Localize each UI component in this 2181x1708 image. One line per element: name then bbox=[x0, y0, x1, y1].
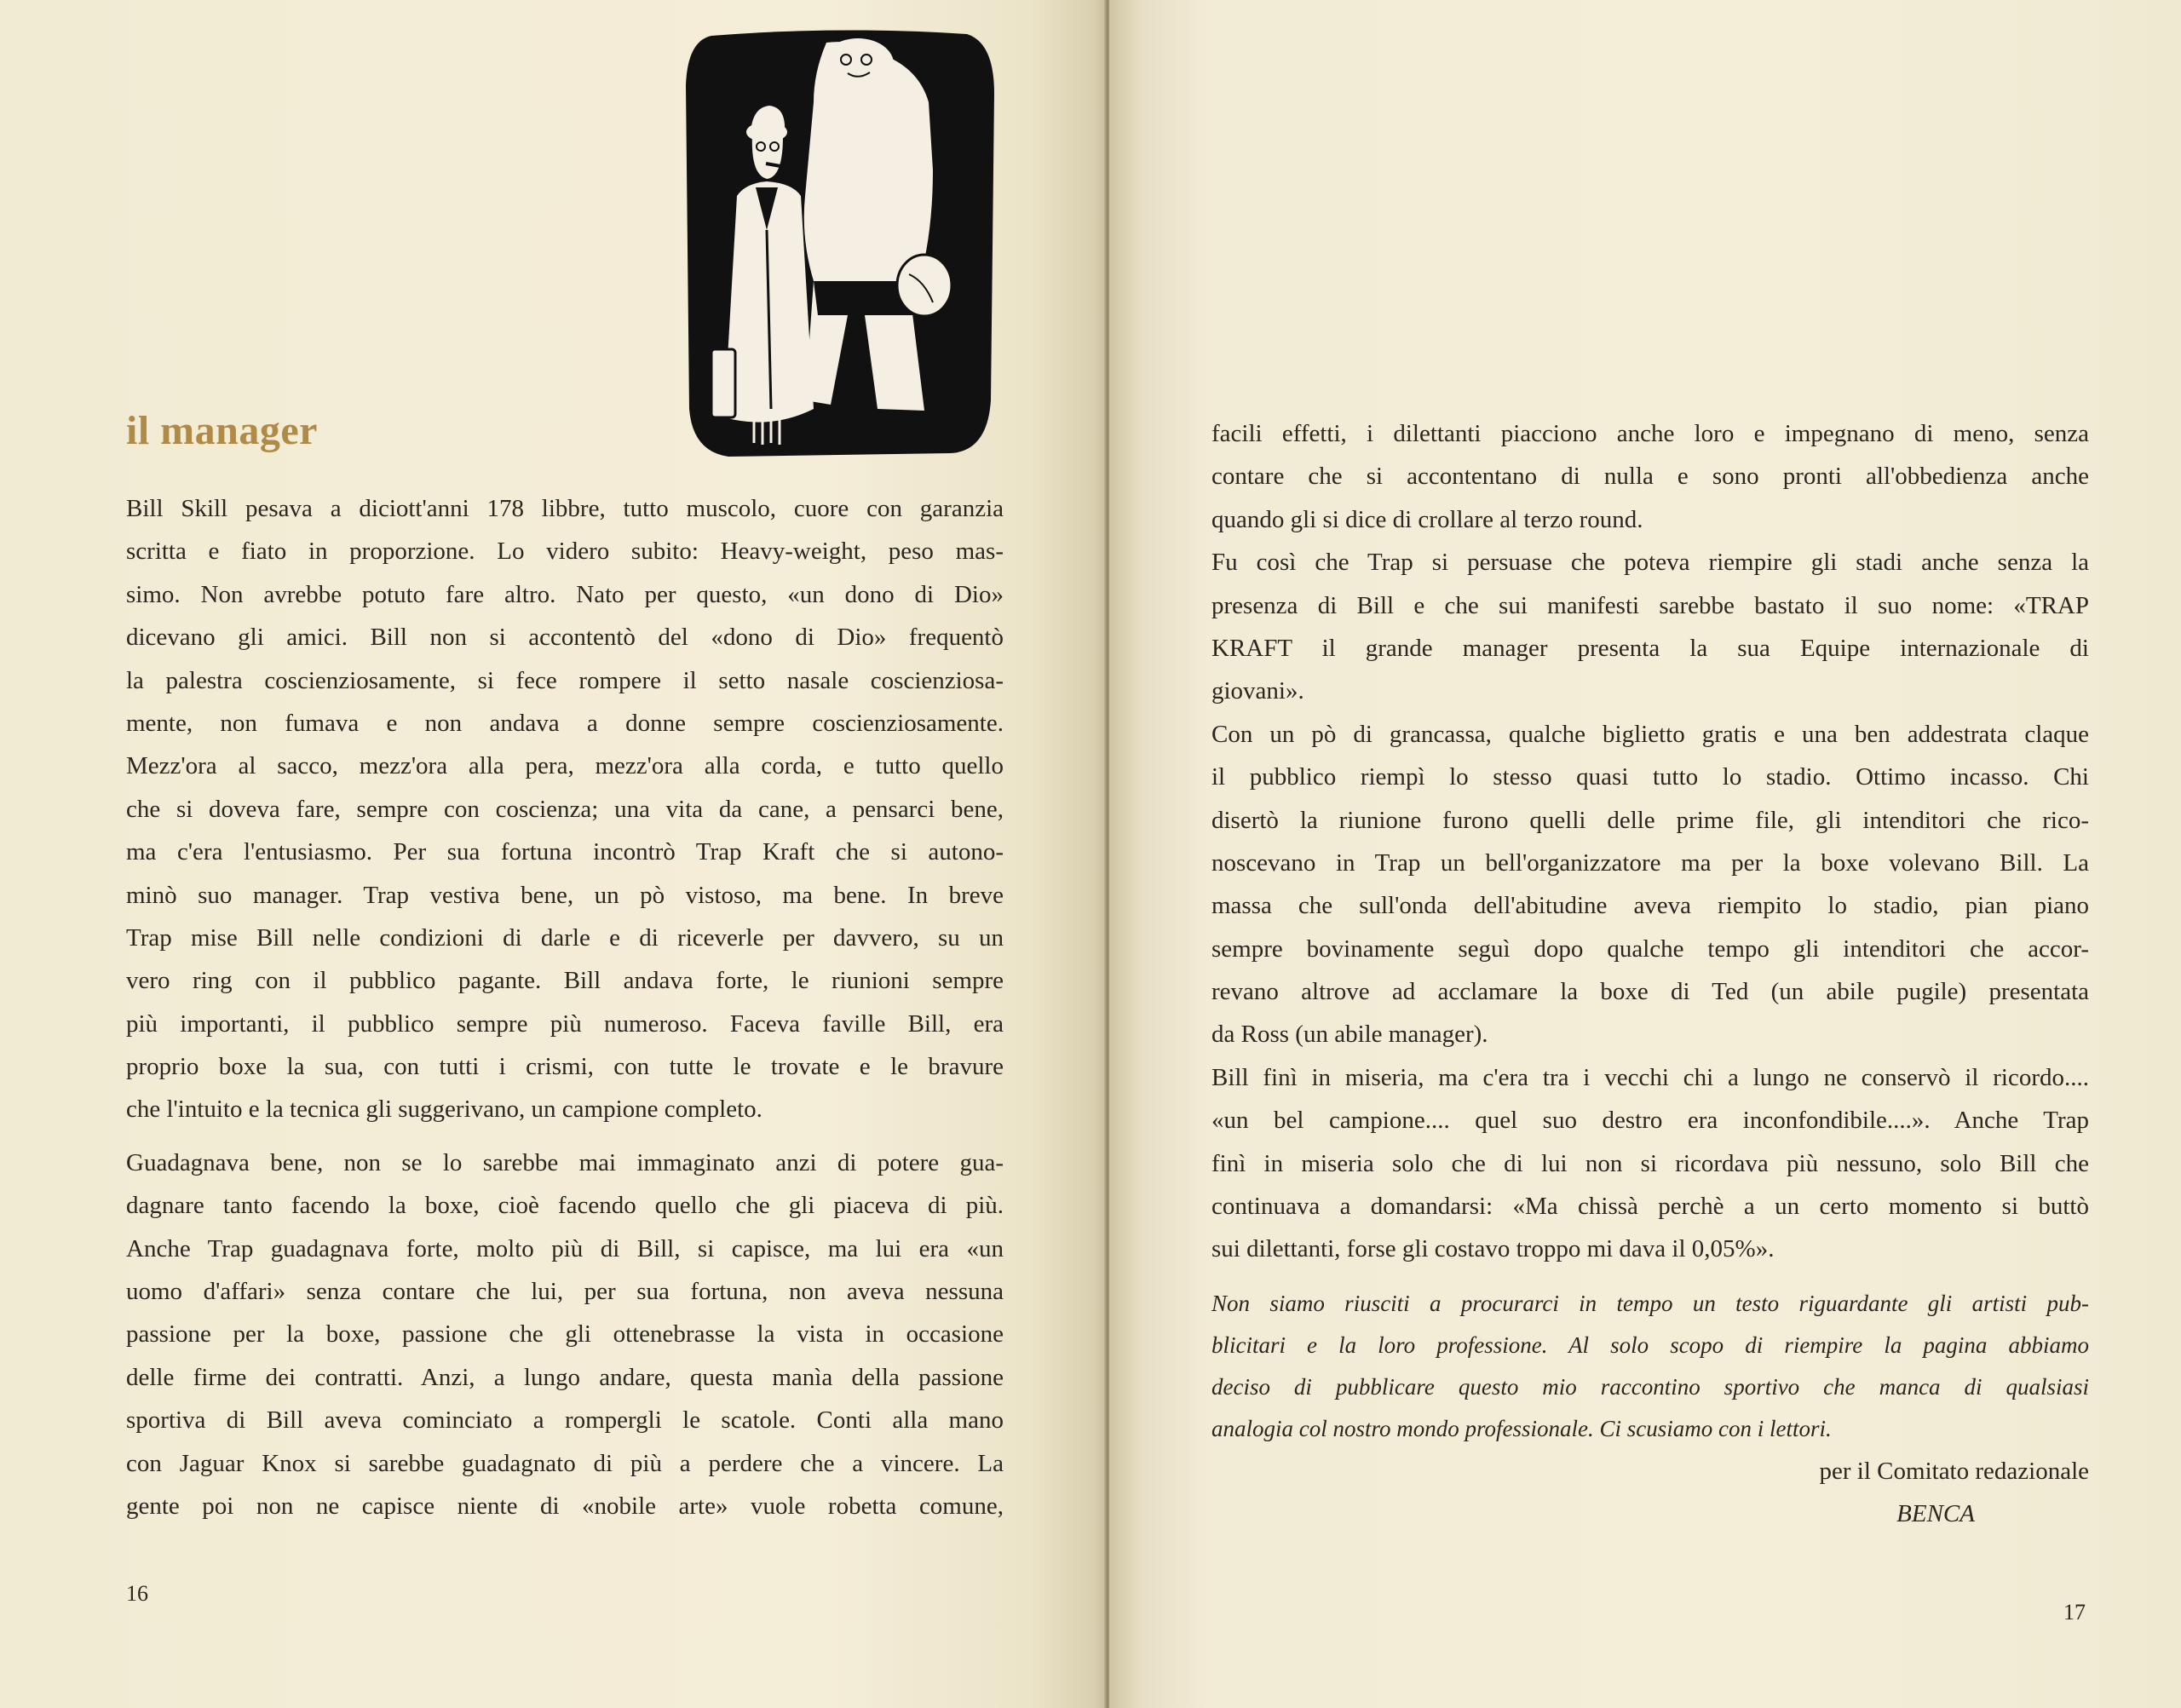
text-line: analogia col nostro mondo professionale. Ci scusiamo con i lettori. bbox=[1211, 1415, 1832, 1441]
text-line: Con un pò di grancassa, qualche biglietto gratis e una ben addestrata claque bbox=[1211, 720, 2089, 748]
text-line: con Jaguar Knox si sarebbe guadagnato di più a perdere che a vincere. La bbox=[126, 1449, 1004, 1477]
text-line: più importanti, il pubblico sempre più numeroso. Faceva faville Bill, era bbox=[126, 1009, 1004, 1038]
text-line: contare che si accontentano di nulla e sono pronti all'obbedienza anche bbox=[1211, 463, 2089, 491]
text-line: che l'intuito e la tecnica gli suggerivano, un campione completo. bbox=[126, 1096, 762, 1124]
text-line: passione per la boxe, passione che gli ottenebrasse la vista in occasione bbox=[126, 1320, 1004, 1349]
manager-boxer-illustration bbox=[677, 26, 1001, 460]
text-line: presenza di Bill e che sui manifesti sarebbe bastato il suo nome: «TRAP bbox=[1211, 591, 2089, 619]
text-line: giovani». bbox=[1211, 677, 1304, 705]
text-line: minò suo manager. Trap vestiva bene, un pò vistoso, ma bene. In breve bbox=[126, 881, 1004, 909]
text-line: quando gli si dice di crollare al terzo round. bbox=[1211, 505, 1643, 533]
text-line: noscevano in Trap un bell'organizzatore ma per la boxe volevano Bill. La bbox=[1211, 848, 2089, 877]
text-line: «un bel campione.... quel suo destro era inconfondibile....». Anche Trap bbox=[1211, 1107, 2089, 1135]
text-line: il pubblico riempì lo stesso quasi tutto lo stadio. Ottimo incasso. Chi bbox=[1211, 763, 2089, 791]
text-line: KRAFT il grande manager presenta la sua Equipe internazionale di bbox=[1211, 634, 2089, 662]
text-line: vero ring con il pubblico pagante. Bill andava forte, le riunioni sempre bbox=[126, 967, 1004, 995]
text-line: la palestra coscienziosamente, si fece rompere il setto nasale coscienziosa- bbox=[126, 666, 1004, 694]
text-line: per il Comitato redazionale bbox=[1819, 1457, 2089, 1485]
text-line: sportiva di Bill aveva cominciato a rompergli le scatole. Conti alla mano bbox=[126, 1406, 1004, 1435]
text-line: mente, non fumava e non andava a donne sempre coscienziosamente. bbox=[126, 709, 1004, 737]
text-line: proprio boxe la sua, con tutti i crismi, con tutte le trovate e le bravure bbox=[126, 1053, 1004, 1081]
text-line: Mezz'ora al sacco, mezz'ora alla pera, mezz'ora alla corda, e tutto quello bbox=[126, 752, 1004, 780]
text-line: da Ross (un abile manager). bbox=[1211, 1021, 1488, 1049]
text-line: Non siamo riusciti a procurarci in tempo un testo riguardante gli artisti pub- bbox=[1211, 1290, 2089, 1316]
text-line: deciso di pubblicare questo mio raccontino sportivo che manca di qualsiasi bbox=[1211, 1373, 2089, 1400]
text-line: uomo d'affari» senza contare che lui, per sua fortuna, non aveva nessuna bbox=[126, 1278, 1004, 1306]
text-line: sempre bovinamente seguì dopo qualche tempo gli intenditori che accor- bbox=[1211, 935, 2089, 963]
text-line: Bill Skill pesava a diciott'anni 178 libbre, tutto muscolo, cuore con garanzia bbox=[126, 495, 1004, 522]
text-line: facili effetti, i dilettanti piacciono anche loro e impegnano di meno, senza bbox=[1211, 420, 2089, 447]
text-line: massa che sull'onda dell'abitudine aveva riempito lo stadio, pian piano bbox=[1211, 892, 2089, 920]
text-line: ma c'era l'entusiasmo. Per sua fortuna incontrò Trap Kraft che si autono- bbox=[126, 838, 1004, 866]
page-number-right: 17 bbox=[2063, 1600, 2086, 1625]
text-line: che si doveva fare, sempre con coscienza; una vita da cane, a pensarci bene, bbox=[126, 795, 1004, 823]
text-line: finì in miseria solo che di lui non si ricordava più nessuno, solo Bill che bbox=[1211, 1149, 2089, 1177]
text-line: blicitari e la loro professione. Al solo scopo di riempire la pagina abbiamo bbox=[1211, 1331, 2089, 1358]
text-line: scritta e fiato in proporzione. Lo videro subito: Heavy-weight, peso mas- bbox=[126, 538, 1004, 566]
text-line: dagnare tanto facendo la boxe, cioè facendo quello che gli piaceva di più. bbox=[126, 1192, 1004, 1220]
text-line: BENCA bbox=[1896, 1500, 1975, 1528]
right-body-text bbox=[1211, 412, 2089, 1536]
text-line: Trap mise Bill nelle condizioni di darle e di riceverle per davvero, su un bbox=[126, 923, 1004, 952]
text-line: Guadagnava bene, non se lo sarebbe mai immaginato anzi di potere gua- bbox=[126, 1148, 1004, 1176]
text-line: continuava a domandarsi: «Ma chissà perchè a un certo momento si buttò bbox=[1211, 1193, 2089, 1221]
page-number-left: 16 bbox=[126, 1581, 148, 1606]
text-line: revano altrove ad acclamare la boxe di Ted (un abile pugile) presentata bbox=[1211, 978, 2089, 1006]
text-line: Fu così che Trap si persuase che poteva riempire gli stadi anche senza la bbox=[1211, 549, 2089, 577]
text-line: gente poi non ne capisce niente di «nobile arte» vuole robetta comune, bbox=[126, 1492, 1004, 1520]
text-line: dicevano gli amici. Bill non si accontentò del «dono di Dio» frequentò bbox=[126, 624, 1004, 652]
right-page bbox=[1109, 0, 2181, 1708]
text-line: disertò la riunione furono quelli delle prime file, gli intenditori che rico- bbox=[1211, 806, 2089, 834]
text-line: Anche Trap guadagnava forte, molto più di Bill, si capisce, ma lui era «un bbox=[126, 1234, 1004, 1262]
text-line: Bill finì in miseria, ma c'era tra i vecchi chi a lungo ne conservò il ricordo.... bbox=[1211, 1063, 2089, 1091]
text-line: sui dilettanti, forse gli costavo troppo mi dava il 0,05%». bbox=[1211, 1235, 1775, 1263]
text-line: simo. Non avrebbe potuto fare altro. Nato per questo, «un dono di Dio» bbox=[126, 580, 1004, 608]
page-title: il manager bbox=[126, 408, 318, 453]
left-body-text bbox=[126, 487, 1004, 1527]
text-line: delle firme dei contratti. Anzi, a lungo andare, questa manìa della passione bbox=[126, 1363, 1004, 1391]
